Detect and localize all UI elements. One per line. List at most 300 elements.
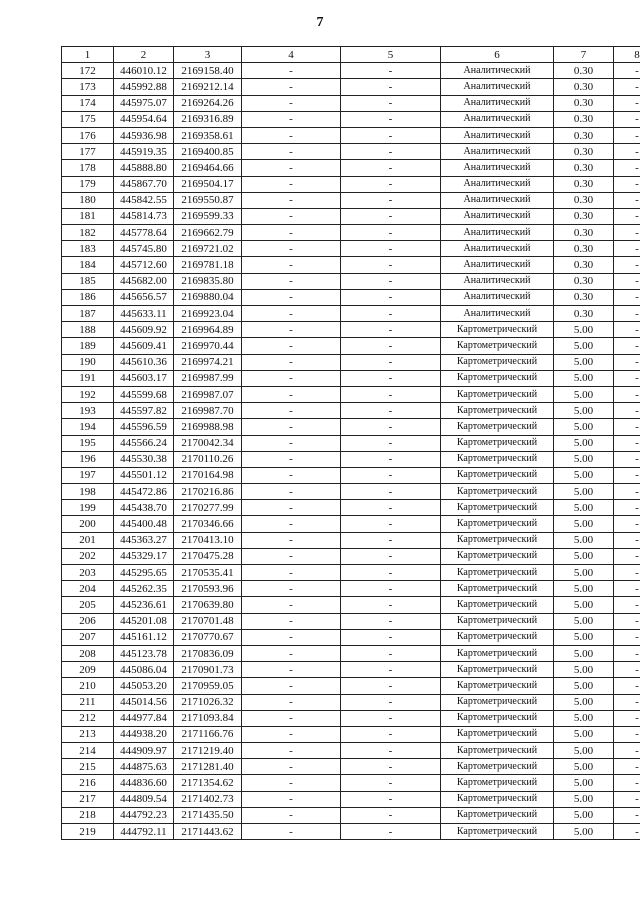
table-cell: Картометрический: [441, 435, 554, 451]
table-cell: 187: [62, 306, 114, 322]
column-header: 3: [174, 47, 242, 63]
table-cell: -: [614, 824, 640, 840]
table-cell: 5.00: [554, 597, 614, 613]
table-cell: -: [614, 160, 640, 176]
table-cell: 211: [62, 694, 114, 710]
table-row: [62, 225, 640, 241]
table-cell: 2169504.17: [174, 176, 242, 192]
table-cell: -: [341, 144, 441, 160]
table-cell: 5.00: [554, 386, 614, 402]
table-cell: Картометрический: [441, 613, 554, 629]
table-cell: 445262.35: [114, 581, 174, 597]
table-cell: 5.00: [554, 726, 614, 742]
table-cell: 445438.70: [114, 500, 174, 516]
table-cell: 200: [62, 516, 114, 532]
table-row: [62, 160, 640, 176]
table-cell: -: [614, 419, 640, 435]
table-cell: Аналитический: [441, 160, 554, 176]
table-cell: -: [341, 807, 441, 823]
table-cell: 0.30: [554, 306, 614, 322]
table-cell: Картометрический: [441, 662, 554, 678]
table-cell: 214: [62, 743, 114, 759]
table-cell: 445501.12: [114, 467, 174, 483]
table-cell: -: [242, 208, 341, 224]
table-cell: 2169988.98: [174, 419, 242, 435]
table-cell: 190: [62, 354, 114, 370]
table-cell: 197: [62, 467, 114, 483]
table-cell: -: [242, 467, 341, 483]
table-row: [62, 354, 640, 370]
table-row: [62, 807, 640, 823]
table-cell: 445363.27: [114, 532, 174, 548]
column-header: 6: [441, 47, 554, 63]
table-cell: 207: [62, 629, 114, 645]
table-cell: 5.00: [554, 467, 614, 483]
table-cell: -: [614, 435, 640, 451]
table-cell: -: [242, 386, 341, 402]
table-cell: -: [614, 500, 640, 516]
table-cell: -: [614, 565, 640, 581]
table-cell: -: [341, 565, 441, 581]
table-cell: -: [242, 451, 341, 467]
table-cell: -: [614, 759, 640, 775]
table-cell: -: [242, 241, 341, 257]
table-cell: -: [614, 192, 640, 208]
table-cell: -: [341, 775, 441, 791]
table-cell: 180: [62, 192, 114, 208]
table-cell: 2170164.98: [174, 467, 242, 483]
table-cell: -: [341, 597, 441, 613]
table-cell: -: [341, 257, 441, 273]
table-cell: 0.30: [554, 257, 614, 273]
table-cell: 445295.65: [114, 565, 174, 581]
table-cell: 445123.78: [114, 645, 174, 661]
table-row: [62, 95, 640, 111]
table-cell: -: [341, 95, 441, 111]
table-cell: -: [341, 160, 441, 176]
table-cell: -: [341, 225, 441, 241]
column-header: 5: [341, 47, 441, 63]
table-cell: Картометрический: [441, 678, 554, 694]
page-number: 7: [316, 15, 324, 30]
table-cell: 179: [62, 176, 114, 192]
table-cell: 2169316.89: [174, 111, 242, 127]
table-cell: Картометрический: [441, 484, 554, 500]
table-cell: 201: [62, 532, 114, 548]
table-row: [62, 581, 640, 597]
table-cell: -: [341, 208, 441, 224]
table-cell: 445596.59: [114, 419, 174, 435]
table-cell: 2171219.40: [174, 743, 242, 759]
table-row: [62, 775, 640, 791]
table-cell: 193: [62, 403, 114, 419]
table-cell: 2171435.50: [174, 807, 242, 823]
table-cell: -: [341, 694, 441, 710]
table-cell: 445609.41: [114, 338, 174, 354]
table-cell: -: [614, 629, 640, 645]
table-cell: -: [614, 403, 640, 419]
table-cell: 445936.98: [114, 127, 174, 143]
table-cell: 445530.38: [114, 451, 174, 467]
table-cell: 445609.92: [114, 322, 174, 338]
table-cell: -: [614, 516, 640, 532]
table-cell: -: [341, 581, 441, 597]
table-cell: 444938.20: [114, 726, 174, 742]
table-cell: -: [614, 370, 640, 386]
table-cell: 216: [62, 775, 114, 791]
table-cell: 5.00: [554, 710, 614, 726]
table-cell: -: [341, 403, 441, 419]
table-cell: Аналитический: [441, 241, 554, 257]
table-cell: -: [341, 241, 441, 257]
table-cell: 0.30: [554, 241, 614, 257]
table-cell: 199: [62, 500, 114, 516]
table-cell: 5.00: [554, 419, 614, 435]
table-cell: 2170042.34: [174, 435, 242, 451]
table-cell: 445712.60: [114, 257, 174, 273]
table-cell: 183: [62, 241, 114, 257]
table-cell: 445992.88: [114, 79, 174, 95]
table-cell: -: [341, 419, 441, 435]
table-cell: Аналитический: [441, 127, 554, 143]
table-row: [62, 176, 640, 192]
table-cell: 185: [62, 273, 114, 289]
table-cell: 2170346.66: [174, 516, 242, 532]
table-cell: 2170110.26: [174, 451, 242, 467]
table-cell: 5.00: [554, 694, 614, 710]
table-cell: 445682.00: [114, 273, 174, 289]
table-cell: 2171443.62: [174, 824, 242, 840]
table-cell: 5.00: [554, 500, 614, 516]
table-cell: 191: [62, 370, 114, 386]
table-cell: 195: [62, 435, 114, 451]
table-cell: -: [341, 386, 441, 402]
table-cell: -: [341, 548, 441, 564]
table-cell: -: [242, 111, 341, 127]
table-row: [62, 257, 640, 273]
table-cell: 208: [62, 645, 114, 661]
table-cell: 5.00: [554, 516, 614, 532]
table-cell: -: [242, 322, 341, 338]
table-cell: Картометрический: [441, 694, 554, 710]
table-cell: 2170593.96: [174, 581, 242, 597]
table-cell: 445599.68: [114, 386, 174, 402]
table-cell: 2169987.70: [174, 403, 242, 419]
table-cell: -: [614, 386, 640, 402]
table-cell: 5.00: [554, 678, 614, 694]
table-cell: -: [341, 354, 441, 370]
table-cell: -: [242, 176, 341, 192]
table-row: [62, 710, 640, 726]
table-cell: 212: [62, 710, 114, 726]
table-cell: Аналитический: [441, 225, 554, 241]
table-cell: Картометрический: [441, 516, 554, 532]
table-cell: -: [614, 743, 640, 759]
table-cell: -: [242, 807, 341, 823]
table-cell: -: [614, 79, 640, 95]
table-cell: 445014.56: [114, 694, 174, 710]
table-cell: -: [341, 338, 441, 354]
table-cell: 5.00: [554, 565, 614, 581]
table-cell: -: [614, 645, 640, 661]
table-cell: Картометрический: [441, 370, 554, 386]
table-cell: -: [242, 824, 341, 840]
table-cell: 5.00: [554, 354, 614, 370]
table-cell: -: [341, 629, 441, 645]
table-cell: Картометрический: [441, 500, 554, 516]
table-row: [62, 241, 640, 257]
table-row: [62, 111, 640, 127]
table-cell: 5.00: [554, 548, 614, 564]
table-cell: 5.00: [554, 775, 614, 791]
table-row: [62, 548, 640, 564]
table-cell: Картометрический: [441, 581, 554, 597]
table-cell: 5.00: [554, 662, 614, 678]
table-cell: 5.00: [554, 370, 614, 386]
table-row: [62, 386, 640, 402]
table-cell: -: [614, 289, 640, 305]
table-cell: -: [242, 662, 341, 678]
table-cell: 5.00: [554, 629, 614, 645]
table-cell: 0.30: [554, 160, 614, 176]
table-cell: -: [614, 306, 640, 322]
table-cell: 2169550.87: [174, 192, 242, 208]
table-cell: -: [242, 370, 341, 386]
table-row: [62, 565, 640, 581]
table-row: [62, 743, 640, 759]
table-row: [62, 192, 640, 208]
table-cell: -: [242, 613, 341, 629]
table-cell: 5.00: [554, 581, 614, 597]
table-cell: Аналитический: [441, 111, 554, 127]
table-cell: -: [614, 484, 640, 500]
table-cell: Картометрический: [441, 743, 554, 759]
table-cell: -: [341, 467, 441, 483]
table-cell: -: [242, 759, 341, 775]
table-cell: 2170639.80: [174, 597, 242, 613]
table-cell: 5.00: [554, 824, 614, 840]
table-cell: 445975.07: [114, 95, 174, 111]
table-cell: 194: [62, 419, 114, 435]
table-cell: 176: [62, 127, 114, 143]
table-cell: 445201.08: [114, 613, 174, 629]
table-cell: 2169158.40: [174, 63, 242, 79]
table-cell: 5.00: [554, 403, 614, 419]
table-cell: 445778.64: [114, 225, 174, 241]
table-cell: 445236.61: [114, 597, 174, 613]
table-cell: -: [242, 338, 341, 354]
table-cell: Аналитический: [441, 257, 554, 273]
table-cell: 218: [62, 807, 114, 823]
table-cell: 2171026.32: [174, 694, 242, 710]
table-cell: Картометрический: [441, 775, 554, 791]
table-cell: Аналитический: [441, 95, 554, 111]
table-cell: -: [614, 775, 640, 791]
table-cell: -: [614, 710, 640, 726]
table-cell: 444836.60: [114, 775, 174, 791]
table-cell: -: [614, 127, 640, 143]
table-cell: -: [614, 95, 640, 111]
table-cell: Картометрический: [441, 548, 554, 564]
table-cell: 5.00: [554, 613, 614, 629]
table-cell: 188: [62, 322, 114, 338]
table-cell: -: [242, 273, 341, 289]
table-cell: Аналитический: [441, 208, 554, 224]
table-cell: -: [614, 144, 640, 160]
table-row: [62, 678, 640, 694]
table-cell: -: [242, 419, 341, 435]
table-cell: 445610.36: [114, 354, 174, 370]
table-cell: 213: [62, 726, 114, 742]
table-cell: 5.00: [554, 532, 614, 548]
table-cell: -: [242, 484, 341, 500]
table-row: [62, 403, 640, 419]
table-cell: 215: [62, 759, 114, 775]
table-cell: 210: [62, 678, 114, 694]
table-cell: 219: [62, 824, 114, 840]
table-cell: 2170836.09: [174, 645, 242, 661]
table-cell: -: [242, 289, 341, 305]
column-header: 4: [242, 47, 341, 63]
table-cell: 192: [62, 386, 114, 402]
table-cell: Аналитический: [441, 79, 554, 95]
table-row: [62, 694, 640, 710]
table-cell: 2170701.48: [174, 613, 242, 629]
table-cell: 5.00: [554, 743, 614, 759]
table-cell: -: [614, 208, 640, 224]
table-row: [62, 451, 640, 467]
table-cell: 182: [62, 225, 114, 241]
table-row: [62, 370, 640, 386]
table-cell: -: [341, 370, 441, 386]
table-cell: -: [614, 532, 640, 548]
table-cell: -: [242, 144, 341, 160]
table-cell: 2169987.07: [174, 386, 242, 402]
table-cell: 445656.57: [114, 289, 174, 305]
table-cell: 445888.80: [114, 160, 174, 176]
table-header-row: [62, 47, 640, 63]
table-row: [62, 127, 640, 143]
table-cell: -: [614, 613, 640, 629]
table-row: [62, 791, 640, 807]
table-cell: -: [341, 710, 441, 726]
table-cell: -: [341, 289, 441, 305]
table-cell: Картометрический: [441, 726, 554, 742]
table-cell: 175: [62, 111, 114, 127]
table-cell: -: [242, 225, 341, 241]
table-cell: 2169964.89: [174, 322, 242, 338]
table-cell: 2171093.84: [174, 710, 242, 726]
table-cell: -: [242, 127, 341, 143]
table-cell: 444977.84: [114, 710, 174, 726]
table-cell: -: [242, 565, 341, 581]
table-cell: Картометрический: [441, 532, 554, 548]
table-cell: -: [341, 516, 441, 532]
table-cell: -: [614, 176, 640, 192]
table-row: [62, 144, 640, 160]
table-cell: -: [242, 516, 341, 532]
table-cell: -: [341, 824, 441, 840]
table-cell: -: [341, 743, 441, 759]
table-cell: -: [242, 678, 341, 694]
table-cell: 2170277.99: [174, 500, 242, 516]
table-cell: 5.00: [554, 759, 614, 775]
column-header: 2: [114, 47, 174, 63]
table-cell: 2169212.14: [174, 79, 242, 95]
table-cell: 2169662.79: [174, 225, 242, 241]
table-cell: 445603.17: [114, 370, 174, 386]
table-cell: 2171354.62: [174, 775, 242, 791]
table-cell: -: [614, 678, 640, 694]
table-cell: 2169923.04: [174, 306, 242, 322]
table-cell: 181: [62, 208, 114, 224]
table-row: [62, 484, 640, 500]
table-cell: 5.00: [554, 338, 614, 354]
table-cell: -: [242, 694, 341, 710]
table-cell: 0.30: [554, 144, 614, 160]
coordinates-table: [61, 46, 640, 840]
table-cell: Картометрический: [441, 419, 554, 435]
table-cell: 5.00: [554, 807, 614, 823]
table-cell: -: [341, 532, 441, 548]
table-cell: -: [614, 662, 640, 678]
table-cell: 446010.12: [114, 63, 174, 79]
table-cell: 2169264.26: [174, 95, 242, 111]
table-cell: 445919.35: [114, 144, 174, 160]
table-cell: 2169464.66: [174, 160, 242, 176]
table-cell: 2169781.18: [174, 257, 242, 273]
table-cell: -: [242, 500, 341, 516]
table-cell: 445161.12: [114, 629, 174, 645]
table-cell: 445954.64: [114, 111, 174, 127]
table-cell: -: [614, 791, 640, 807]
table-cell: Картометрический: [441, 645, 554, 661]
table-cell: 5.00: [554, 484, 614, 500]
table-row: [62, 662, 640, 678]
table-cell: 189: [62, 338, 114, 354]
table-cell: Картометрический: [441, 597, 554, 613]
table-cell: 0.30: [554, 289, 614, 305]
table-row: [62, 208, 640, 224]
table-cell: -: [614, 694, 640, 710]
table-cell: 2169987.99: [174, 370, 242, 386]
table-cell: 445814.73: [114, 208, 174, 224]
table-cell: 0.30: [554, 63, 614, 79]
table-cell: 172: [62, 63, 114, 79]
table-cell: 217: [62, 791, 114, 807]
table-cell: Картометрический: [441, 451, 554, 467]
table-cell: -: [341, 176, 441, 192]
table-cell: -: [614, 597, 640, 613]
table-cell: Аналитический: [441, 192, 554, 208]
table-cell: Картометрический: [441, 710, 554, 726]
table-cell: Картометрический: [441, 354, 554, 370]
table-cell: 2169835.80: [174, 273, 242, 289]
table-cell: -: [242, 726, 341, 742]
table-cell: 445400.48: [114, 516, 174, 532]
table-cell: 445633.11: [114, 306, 174, 322]
table-cell: -: [341, 192, 441, 208]
table-row: [62, 419, 640, 435]
table-cell: Картометрический: [441, 759, 554, 775]
table-cell: -: [614, 467, 640, 483]
table-cell: -: [242, 257, 341, 273]
table-cell: -: [341, 451, 441, 467]
table-cell: -: [341, 500, 441, 516]
table-cell: -: [614, 111, 640, 127]
table-cell: Аналитический: [441, 144, 554, 160]
table-row: [62, 613, 640, 629]
